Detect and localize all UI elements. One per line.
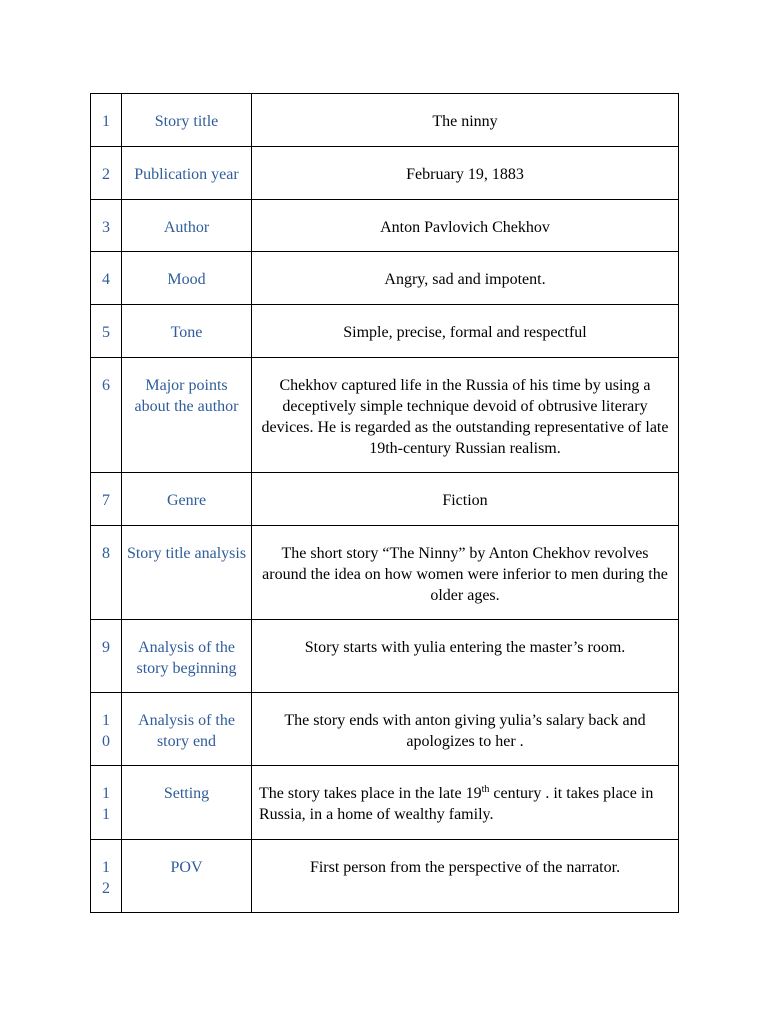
table-row	[91, 526, 679, 620]
row-value: The story ends with anton giving yulia’s salary back and apologizes to her .	[252, 693, 679, 766]
table-row	[91, 305, 679, 358]
story-analysis-table	[90, 93, 679, 913]
row-number: 7	[91, 473, 122, 526]
row-label: Tone	[122, 305, 252, 358]
row-label: Analysis of the story end	[122, 693, 252, 766]
row-value: The short story “The Ninny” by Anton Chekhov revolves around the idea on how women were inferior to men during the older ages.	[252, 526, 679, 620]
row-value: The story takes place in the late 19th century . it takes place in Russia, in a home of wealthy family.	[252, 766, 679, 840]
row-label: Mood	[122, 252, 252, 305]
row-number: 8	[91, 526, 122, 620]
row-value: First person from the perspective of the narrator.	[252, 840, 679, 913]
row-label: POV	[122, 840, 252, 913]
row-label: Author	[122, 200, 252, 252]
row-value: Story starts with yulia entering the master’s room.	[252, 620, 679, 693]
row-number: 6	[91, 358, 122, 473]
table-row	[91, 252, 679, 305]
row-number: 10	[91, 693, 122, 766]
table-row	[91, 147, 679, 200]
row-number: 3	[91, 200, 122, 252]
row-value: Fiction	[252, 473, 679, 526]
row-label: Major points about the author	[122, 358, 252, 473]
table-row	[91, 358, 679, 473]
row-number: 4	[91, 252, 122, 305]
row-value: Anton Pavlovich Chekhov	[252, 200, 679, 252]
row-value: Simple, precise, formal and respectful	[252, 305, 679, 358]
table-row	[91, 693, 679, 766]
row-number: 2	[91, 147, 122, 200]
row-number: 11	[91, 766, 122, 840]
row-value: Chekhov captured life in the Russia of his time by using a deceptively simple technique devoid of obtrusive literary devices. He is regarded as the outstanding representative of late 19th-century Russian realism.	[252, 358, 679, 473]
row-number: 12	[91, 840, 122, 913]
row-number: 9	[91, 620, 122, 693]
table-row	[91, 620, 679, 693]
row-label: Analysis of the story beginning	[122, 620, 252, 693]
row-label: Story title	[122, 94, 252, 147]
row-number: 1	[91, 94, 122, 147]
table-row	[91, 94, 679, 147]
row-value: The ninny	[252, 94, 679, 147]
row-label: Story title analysis	[122, 526, 252, 620]
row-label: Genre	[122, 473, 252, 526]
table-row	[91, 200, 679, 252]
row-value: February 19, 1883	[252, 147, 679, 200]
row-value: Angry, sad and impotent.	[252, 252, 679, 305]
table-row	[91, 766, 679, 840]
table-row	[91, 473, 679, 526]
table-row	[91, 840, 679, 913]
row-label: Setting	[122, 766, 252, 840]
row-number: 5	[91, 305, 122, 358]
row-label: Publication year	[122, 147, 252, 200]
